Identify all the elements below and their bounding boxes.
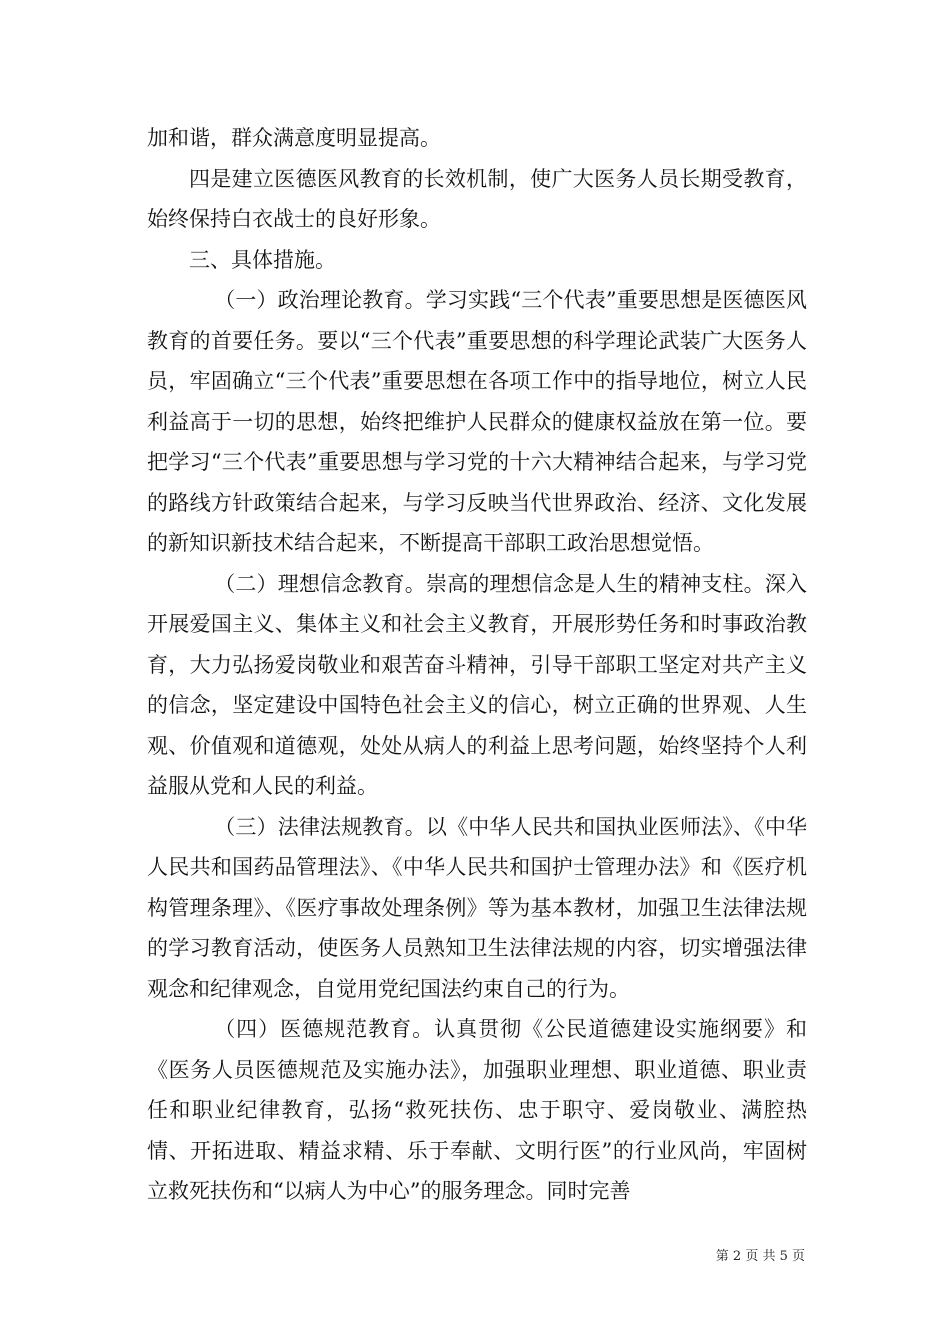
- section-heading-measures: 三、具体措施。: [189, 247, 336, 272]
- paragraph-political-theory: （一）政治理论教育。学习实践“三个代表”重要思想是医德医风教育的首要任务。要以“三个代表”重要思想的科学理论武装广大医务人员，牢固确立“三个代表”重要思想在各项工作中的指导地位，树立人民利益高于一切的思想，始终把维护人民群众的健康权益放在第一位。要把学习“三个代表”重要思想与学习党的十六大精神结合起来，与学习党的路线方针政策结合起来，与学习反映当代世界政治、经济、文化发展的新知识新技术结合起来，不断提高干部职工政治思想觉悟。: [147, 288, 807, 555]
- paragraph-goal-four: 四是建立医德医风教育的长效机制，使广大医务人员长期受教育，始终保持白衣战士的良好形象。: [147, 166, 807, 231]
- paragraph-ideals-beliefs: （二）理想信念教育。崇高的理想信念是人生的精神支柱。深入开展爱国主义、集体主义和社会主义教育，开展形势任务和时事政治教育，大力弘扬爱岗敬业和艰苦奋斗精神，引导干部职工坚定对共产主义的信念，坚定建设中国特色社会主义的信心，树立正确的世界观、人生观、价值观和道德观，处处从病人的利益上思考问题，始终坚持个人利益服从党和人民的利益。: [147, 571, 807, 798]
- page-number-footer: 第 2 页 共 5 页: [715, 1249, 805, 1264]
- paragraph-continuation: 加和谐，群众满意度明显提高。: [147, 126, 441, 150]
- document-body: [147, 118, 807, 1212]
- paragraph-laws-regulations: （三）法律法规教育。以《中华人民共和国执业医师法》、《中华人民共和国药品管理法》、《中华人民共和国护士管理办法》和《医疗机构管理条理》、《医疗事故处理条例》等为基本教材，加强卫生法律法规的学习教育活动，使医务人员熟知卫生法律法规的内容，切实增强法律观念和纪律观念，自觉用党纪国法约束自己的行为。: [147, 814, 807, 1001]
- paragraph-medical-ethics: （四）医德规范教育。认真贯彻《公民道德建设实施纲要》和《医务人员医德规范及实施办法》，加强职业理想、职业道德、职业责任和职业纪律教育，弘扬“救死扶伤、忠于职守、爱岗敬业、满腔热情、开拓进取、精益求精、乐于奉献、文明行医”的行业风尚，牢固树立救死扶伤和“以病人为中心”的服务理念。同时完善: [147, 1017, 807, 1203]
